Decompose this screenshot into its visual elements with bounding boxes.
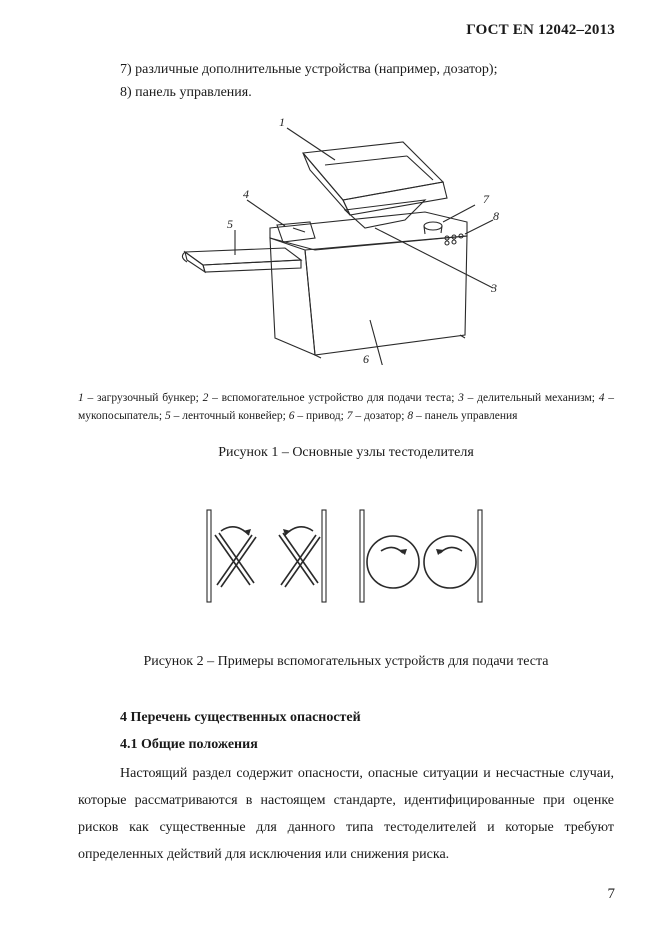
circle-roller-2 [424,536,476,588]
label-1: 1 [279,115,285,129]
wall-1 [207,510,211,602]
subsection-heading: 4.1 Общие положения [120,737,258,752]
cross-roller-2 [279,533,320,587]
label-7: 7 [483,192,489,206]
label-6: 6 [363,352,369,365]
section-heading: 4 Перечень существенных опасностей [120,710,361,725]
document-header: ГОСТ EN 12042–2013 [466,22,615,38]
wall-3 [360,510,364,602]
machine-body [305,236,467,355]
label-3: 3 [491,281,497,295]
figure-1-drawing [175,110,515,365]
list-item-8: 8) панель управления. [120,85,252,100]
label-5: 5 [227,217,233,231]
label-4: 4 [243,187,249,201]
wall-2 [322,510,326,602]
section-paragraph: Настоящий раздел содержит опасности, опасные ситуации и несчастные случаи, которые рассматриваются в настоящем стандарте, идентифицированные при оценке рисков как существенные для данного типа тестоделителей и которые требуют определенных действий для исключения или снижения риска. [78,766,614,862]
list-item-7: 7) различные дополнительные устройства (например, дозатор); [120,62,498,77]
label-8: 8 [493,209,499,223]
figure-1-legend: 1 – загрузочный бункер; 2 – вспомогательное устройство для подачи теста; 3 – делительный механизм; 4 – мукопосыпатель; 5 – ленточный конвейер; 6 – привод; 7 – дозатор; 8 – панель управления [78,392,615,422]
circle-roller-1 [367,536,419,588]
figure-1-caption: Рисунок 1 – Основные узлы тестоделителя [218,445,474,460]
wall-4 [478,510,482,602]
figure-2-caption: Рисунок 2 – Примеры вспомогательных устройств для подачи теста [143,654,549,669]
cross-roller-1 [215,533,256,587]
hopper-top [303,142,443,200]
page-number: 7 [607,886,615,902]
figure-2-drawing [195,505,495,610]
